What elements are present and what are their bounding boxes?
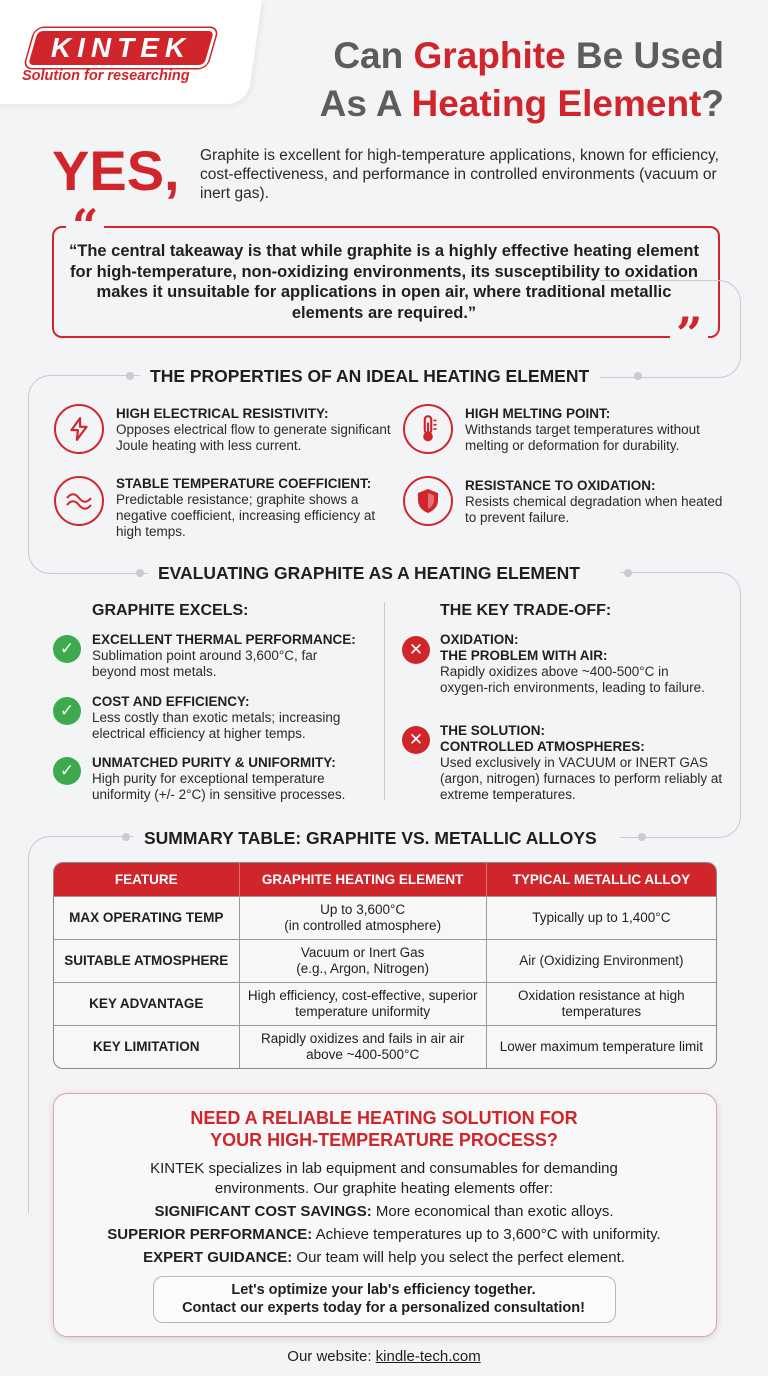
property-title: RESISTANCE TO OXIDATION: bbox=[465, 478, 656, 493]
table-cell-feature: SUITABLE ATMOSPHERE bbox=[54, 939, 240, 982]
tradeoff-title: OXIDATION: bbox=[440, 632, 519, 647]
cta-heading: NEED A RELIABLE HEATING SOLUTION FOR YOUR HIGH-TEMPERATURE PROCESS? bbox=[190, 1108, 578, 1150]
evaluation-title: EVALUATING GRAPHITE AS A HEATING ELEMENT bbox=[148, 563, 590, 584]
table-cell-graphite: Up to 3,600°C (in controlled atmosphere) bbox=[240, 896, 487, 939]
cta-benefit bbox=[53, 1249, 715, 1266]
tradeoff-subtitle: THE PROBLEM WITH AIR: bbox=[440, 648, 608, 663]
answer-text: Graphite is excellent for high-temperature applications, known for efficiency, cost-effectiveness, and performance in controlled environments (vacuum or inert gas). bbox=[200, 147, 719, 202]
table-row bbox=[54, 1025, 716, 1068]
property-desc: Opposes electrical flow to generate significant Joule heating with less current. bbox=[116, 422, 391, 453]
title-highlight: Graphite bbox=[413, 35, 566, 76]
website-link[interactable]: kindle-tech.com bbox=[375, 1348, 481, 1365]
close-quote-icon: ” bbox=[670, 310, 708, 358]
title-highlight: Heating Element bbox=[411, 83, 702, 124]
page-title bbox=[244, 32, 724, 128]
open-quote-icon: “ bbox=[66, 202, 104, 250]
property-desc: Predictable resistance; graphite shows a negative coefficient, increasing efficiency at high temps. bbox=[116, 492, 376, 539]
excel-desc: Less costly than exotic metals; increasing electrical efficiency at higher temps. bbox=[92, 710, 341, 741]
excel-title: EXCELLENT THERMAL PERFORMANCE: bbox=[92, 632, 356, 647]
table-cell-metal: Lower maximum temperature limit bbox=[487, 1025, 716, 1068]
excels-heading: GRAPHITE EXCELS: bbox=[92, 602, 249, 619]
property-desc: Withstands target temperatures without melting or deformation for durability. bbox=[465, 422, 700, 453]
table-row bbox=[54, 896, 716, 939]
benefit-text: Our team will help you select the perfect element. bbox=[292, 1249, 625, 1266]
benefit-label: EXPERT GUIDANCE: bbox=[143, 1249, 293, 1266]
shield-icon bbox=[403, 476, 453, 526]
connector-line bbox=[28, 375, 149, 574]
excel-desc: High purity for exceptional temperature uniformity (+/- 2°C) in sensitive processes. bbox=[92, 771, 346, 802]
thermometer-icon bbox=[403, 404, 453, 454]
table-cell-feature: MAX OPERATING TEMP bbox=[54, 896, 240, 939]
title-part: Can bbox=[333, 35, 414, 76]
tradeoff-desc: Rapidly oxidizes above ~400-500°C in oxygen-rich environments, leading to failure. bbox=[440, 664, 705, 695]
table-cell-metal: Typically up to 1,400°C bbox=[487, 896, 716, 939]
connector-line bbox=[600, 280, 741, 378]
contact-line: Contact our experts today for a personalized consultation! bbox=[182, 1300, 585, 1316]
summary-table bbox=[53, 862, 717, 1069]
tradeoff-desc: Used exclusively in VACUUM or INERT GAS (argon, nitrogen) furnaces to perform reliably at extreme temperatures. bbox=[440, 755, 723, 802]
tradeoff-heading: THE KEY TRADE-OFF: bbox=[440, 602, 612, 619]
table-cell-metal: Air (Oxidizing Environment) bbox=[487, 939, 716, 982]
title-part: As A bbox=[319, 83, 412, 124]
table-row bbox=[54, 982, 716, 1025]
website-label: Our website: bbox=[287, 1348, 376, 1365]
wave-icon bbox=[54, 476, 104, 526]
column-divider bbox=[384, 602, 385, 800]
close-icon: ✕ bbox=[402, 726, 430, 754]
quote-text: “The central takeaway is that while graphite is a highly effective heating element for high-temperature, non-oxidizing environments, its susceptibility to oxidation makes it unsuitable for applications in open air, where traditional metallic elements are required.” bbox=[69, 242, 699, 322]
title-part: Be Used bbox=[565, 35, 724, 76]
table-cell-graphite: High efficiency, cost-effective, superior temperature uniformity bbox=[240, 982, 487, 1025]
table-cell-metal: Oxidation resistance at high temperatures bbox=[487, 982, 716, 1025]
connector-dot bbox=[122, 833, 130, 841]
excel-title: UNMATCHED PURITY & UNIFORMITY: bbox=[92, 755, 336, 770]
brand-logo[interactable]: KINTEK bbox=[50, 32, 192, 63]
lightning-icon bbox=[54, 404, 104, 454]
benefit-text: Achieve temperatures up to 3,600°C with uniformity. bbox=[312, 1226, 661, 1243]
excel-title: COST AND EFFICIENCY: bbox=[92, 694, 250, 709]
table-cell-feature: KEY ADVANTAGE bbox=[54, 982, 240, 1025]
property-desc: Resists chemical degradation when heated to prevent failure. bbox=[465, 494, 723, 525]
title-part: ? bbox=[701, 83, 724, 124]
connector-dot bbox=[634, 372, 642, 380]
table-cell-feature: KEY LIMITATION bbox=[54, 1025, 240, 1068]
cta-benefit bbox=[53, 1203, 715, 1220]
website-footer bbox=[0, 1348, 768, 1365]
cta-intro: KINTEK specializes in lab equipment and consumables for demanding environments. Our graphite heating elements offer: bbox=[150, 1160, 618, 1197]
benefit-text: More economical than exotic alloys. bbox=[371, 1203, 614, 1220]
brand-tagline: Solution for researching bbox=[22, 68, 190, 84]
table-header-row bbox=[54, 863, 716, 896]
contact-text[interactable] bbox=[153, 1281, 614, 1317]
yes-answer: YES, bbox=[52, 139, 180, 202]
table-cell-graphite: Rapidly oxidizes and fails in air air above ~400-500°C bbox=[240, 1025, 487, 1068]
property-title: STABLE TEMPERATURE COEFFICIENT: bbox=[116, 476, 372, 491]
property-title: HIGH ELECTRICAL RESISTIVITY: bbox=[116, 406, 329, 421]
property-title: HIGH MELTING POINT: bbox=[465, 406, 611, 421]
excel-desc: Sublimation point around 3,600°C, far beyond most metals. bbox=[92, 648, 318, 679]
connector-dot bbox=[638, 833, 646, 841]
cta-benefit bbox=[53, 1226, 715, 1243]
summary-title: SUMMARY TABLE: GRAPHITE VS. METALLIC ALLOYS bbox=[134, 828, 607, 849]
table-header: FEATURE bbox=[54, 863, 240, 896]
check-icon: ✓ bbox=[53, 697, 81, 725]
connector-dot bbox=[624, 569, 632, 577]
benefit-label: SUPERIOR PERFORMANCE: bbox=[107, 1226, 313, 1243]
connector-dot bbox=[136, 569, 144, 577]
close-icon: ✕ bbox=[402, 636, 430, 664]
table-cell-graphite: Vacuum or Inert Gas (e.g., Argon, Nitrogen) bbox=[240, 939, 487, 982]
table-row bbox=[54, 939, 716, 982]
tradeoff-title: THE SOLUTION: bbox=[440, 723, 545, 738]
table-header: TYPICAL METALLIC ALLOY bbox=[487, 863, 716, 896]
check-icon: ✓ bbox=[53, 635, 81, 663]
table-header: GRAPHITE HEATING ELEMENT bbox=[240, 863, 487, 896]
properties-title: THE PROPERTIES OF AN IDEAL HEATING ELEMENT bbox=[140, 366, 599, 387]
check-icon: ✓ bbox=[53, 757, 81, 785]
benefit-label: SIGNIFICANT COST SAVINGS: bbox=[154, 1203, 372, 1220]
connector-dot bbox=[126, 372, 134, 380]
contact-line: Let's optimize your lab's efficiency together. bbox=[231, 1282, 536, 1298]
tradeoff-subtitle: CONTROLLED ATMOSPHERES: bbox=[440, 739, 645, 754]
